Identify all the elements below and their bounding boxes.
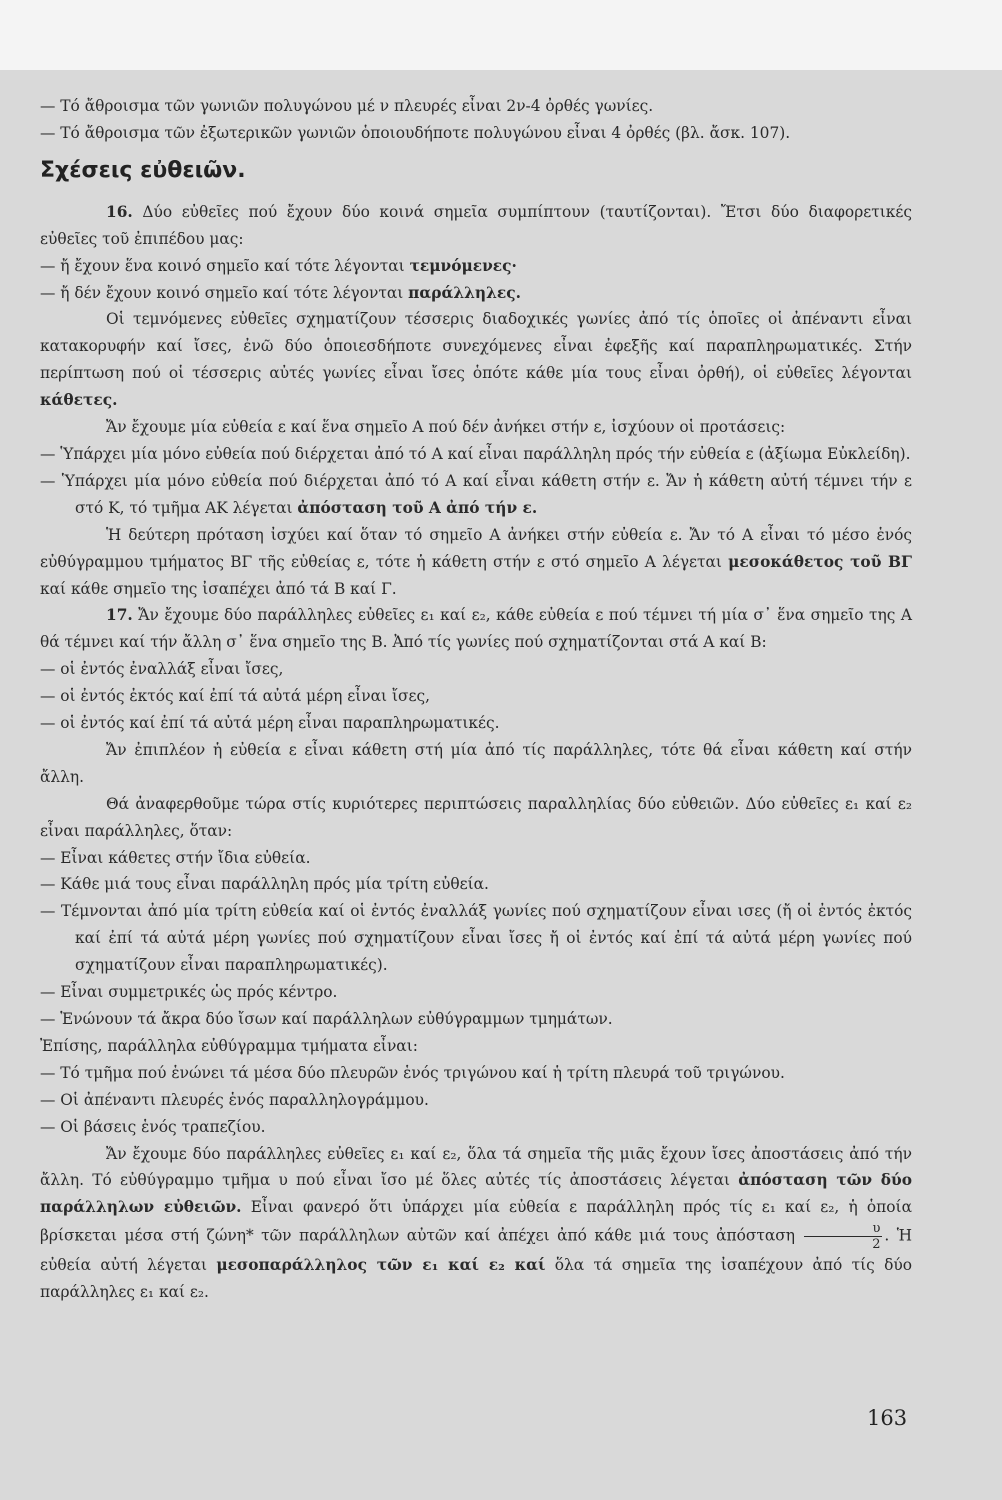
text-line xyxy=(40,253,912,280)
text-line xyxy=(40,468,912,522)
text-line: — οἱ ἐντός καί ἐπί τά αὐτά μέρη εἶναι παραπληρωματικές. xyxy=(40,714,500,733)
paragraph: Ἄν ἐπιπλέον ἡ εὐθεία ε εἶναι κάθετη στή μία ἀπό τίς παράλληλες, τότε θά εἶναι κάθετη καί στήν ἄλλη. xyxy=(40,740,912,786)
text-span: καί κάθε σημεῖο της ἰσαπέχει ἀπό τά Β καί Γ. xyxy=(40,579,397,598)
paragraph: Ἐπίσης, παράλληλα εὐθύγραμμα τμήματα εἶναι: xyxy=(40,1036,418,1055)
paragraph-17 xyxy=(40,602,912,656)
paragraph-number: 16. xyxy=(106,202,133,221)
text-span: — ἤ ἔχουν ἕνα κοινό σημεῖο καί τότε λέγονται xyxy=(40,256,410,275)
paragraph-text: Δύο εὐθεῖες πού ἔχουν δύο κοινά σημεῖα συμπίπτουν (ταυτίζονται). Ἔτσι δύο διαφορετικές εὐθεῖες τοῦ ἐπιπέδου μας: xyxy=(40,202,912,248)
paragraph xyxy=(40,1141,912,1307)
text-span: ὅλα τά σημεῖα της ἰσαπέχουν ἀπό τίς δύο παράλληλες ε₁ καί ε₂. xyxy=(40,1256,913,1302)
text-line: — Τό ἄθροισμα τῶν γωνιῶν πολυγώνου μέ ν πλευρές εἶναι 2ν-4 ὀρθές γωνίες. xyxy=(40,97,654,115)
bold-term: ἀπόσταση τῶν δύο παράλληλων εὐθειῶν. xyxy=(40,1171,912,1217)
text-line: — οἱ ἐντός ἐκτός καί ἐπί τά αὐτά μέρη εἶναι ἴσες, xyxy=(40,687,430,706)
bold-term: τεμνόμενες· xyxy=(409,256,517,275)
bold-term: μεσοπαράλληλος τῶν ε₁ καί ε₂ καί xyxy=(216,1256,546,1275)
paragraph xyxy=(40,522,912,603)
text-span: Εἶναι φανερό ὅτι ὑπάρχει μία εὐθεία ε παράλληλη πρός τίς ε₁ καί ε₂, ἡ ὁποία βρίσκεται μέσα στή ζώνη* τῶν παράλληλων αὐτῶν καί ἀπέχει ἀπό κάθε μιά τους ἀπόσταση xyxy=(40,1198,912,1245)
text-line xyxy=(40,280,912,307)
paragraph xyxy=(40,306,912,414)
text-line: — Εἶναι κάθετες στήν ἴδια εὐθεία. xyxy=(40,848,311,867)
text-span: — ἤ δέν ἔχουν κοινό σημεῖο καί τότε λέγονται xyxy=(40,283,409,302)
paragraph-number: 17. xyxy=(106,606,133,625)
fraction-numerator: υ xyxy=(804,1221,882,1237)
text-line: — Τό ἄθροισμα τῶν ἐξωτερικῶν γωνιῶν ὁποιουδήποτε πολυγώνου εἶναι 4 ὀρθές (βλ. ἄσκ. 107). xyxy=(40,123,791,142)
page-body xyxy=(40,93,912,1306)
bold-term: κάθετες. xyxy=(40,391,118,410)
fraction xyxy=(804,1221,882,1252)
fraction-denominator: 2 xyxy=(872,1237,881,1253)
bold-term: ἀπόσταση τοῦ Α ἀπό τήν ε. xyxy=(297,498,538,517)
paragraph: Ἄν ἔχουμε μία εὐθεία ε καί ἕνα σημεῖο Α πού δέν ἀνήκει στήν ε, ἰσχύουν οἱ προτάσεις: xyxy=(106,418,786,437)
text-line: — Τέμνονται ἀπό μία τρίτη εὐθεία καί οἱ ἐντός ἐναλλάξ γωνίες πού σχηματίζουν εἶναι ισες (ἤ οἱ ἐντός ἐκτός καί ἐπί τά αὐτά μέρη γωνίες πού σχηματίζουν εἶναι ἴσες ἤ οἱ ἐντός καί ἐπί τά αὐτά μέρη γωνίες πού σχηματίζουν εἶναι παραπληρωματικές). xyxy=(40,902,912,975)
text-span: Ἡ δεύτερη πρόταση ἰσχύει καί ὅταν τό σημεῖο Α ἀνήκει στήν εὐθεία ε. Ἄν τό Α εἶναι τό μέσο ἑνός εὐθύγραμμου τμήματος ΒΓ τῆς εὐθείας ε, τότε ἡ κάθετη στήν ε στό σημεῖο Α λέγεται xyxy=(40,525,912,571)
text-line: — Ὑπάρχει μία μόνο εὐθεία πού διέρχεται ἀπό τό Α καί εἶναι παράλληλη πρός τήν εὐθεία ε (ἀξίωμα Εὐκλείδη). xyxy=(40,444,911,463)
bold-term: παράλληλες. xyxy=(408,283,521,302)
section-heading: Σχέσεις εὐθειῶν. xyxy=(40,157,246,183)
page-number: 163 xyxy=(867,1406,908,1430)
text-line: — Εἶναι συμμετρικές ὡς πρός κέντρο. xyxy=(40,983,338,1002)
text-span: — Ὑπάρχει μία μόνο εὐθεία πού διέρχεται ἀπό τό Α καί εἶναι κάθετη στήν ε. Ἄν ἡ κάθετη αὐτή τέμνει τήν ε στό Κ, τό τμῆμα ΑΚ λέγεται xyxy=(40,471,912,517)
paragraph: Θά ἀναφερθοῦμε τώρα στίς κυριότερες περιπτώσεις παραλληλίας δύο εὐθειῶν. Δύο εὐθεῖες ε₁ καί ε₂ εἶναι παράλληλες, ὅταν: xyxy=(40,794,912,840)
text-line: — οἱ ἐντός ἐναλλάξ εἶναι ἴσες, xyxy=(40,660,284,679)
text-line: — Οἱ ἀπέναντι πλευρές ἑνός παραλληλογράμμου. xyxy=(40,1090,429,1109)
text-line: — Κάθε μιά τους εἶναι παράλληλη πρός μία τρίτη εὐθεία. xyxy=(40,875,489,894)
paragraph-text: Ἄν ἔχουμε δύο παράλληλες εὐθεῖες ε₁ καί ε₂, κάθε εὐθεία ε πού τέμνει τή μία σ᾿ ἕνα σημεῖο της Α θά τέμνει καί τήν ἄλλη σ᾿ ἕνα σημεῖο της Β. Ἀπό τίς γωνίες πού σχηματίζονται στά Α καί Β: xyxy=(40,606,912,652)
text-line: — Ἑνώνουν τά ἄκρα δύο ἴσων καί παράλληλων εὐθύγραμμων τμημάτων. xyxy=(40,1010,613,1028)
paragraph-16 xyxy=(40,199,912,253)
bold-term: μεσοκάθετος τοῦ ΒΓ xyxy=(728,552,912,571)
text-span: Οἱ τεμνόμενες εὐθεῖες σχηματίζουν τέσσερις διαδοχικές γωνίες ἀπό τίς ὁποῖες οἱ ἀπέναντι εἶναι κατακορυφήν καί ἴσες, ἐνῶ δύο ὁποιεσδήποτε συνεχόμενες εἶναι ἐφεξῆς καί παραπληρωματικές. Στήν περίπτωση πού οἱ τέσσερις αὐτές γωνίες εἶναι ἴσες ὁπότε κάθε μία τους εἶναι ὀρθή), οἱ εὐθεῖες λέγονται xyxy=(40,310,912,383)
text-line: — Οἱ βάσεις ἑνός τραπεζίου. xyxy=(40,1117,266,1136)
text-span: . Ἡ εὐθεία αὐτή λέγεται xyxy=(40,1226,912,1275)
text-line: — Τό τμῆμα πού ἑνώνει τά μέσα δύο πλευρῶν ἑνός τριγώνου καί ἡ τρίτη πλευρά τοῦ τριγώνου. xyxy=(40,1063,785,1082)
text-span: Ἄν ἔχουμε δύο παράλληλες εὐθεῖες ε₁ καί ε₂, ὅλα τά σημεῖα τῆς μιᾶς ἔχουν ἴσες ἀποστάσεις ἀπό τήν ἄλλη. Τό εὐθύγραμμο τμῆμα υ πού εἶναι ἴσο μέ ὅλες αὐτές τίς ἀποστάσεις λέγεται xyxy=(40,1144,912,1190)
